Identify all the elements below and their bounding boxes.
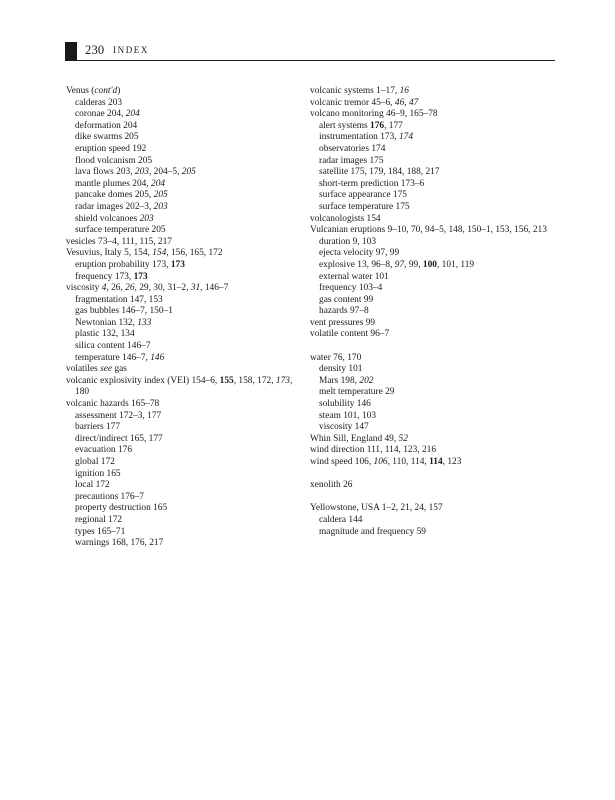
entry-text: water 76, 170	[310, 352, 362, 363]
entry-text: shield volcanoes	[75, 213, 140, 224]
entry-text: surface temperature 205	[75, 225, 166, 236]
entry-text: density 101	[319, 364, 363, 375]
entry-text: Vesuvius, Italy 5, 154,	[66, 248, 153, 259]
page-ref-italic: 46	[394, 97, 405, 108]
entry-text: global 172	[75, 457, 115, 467]
index-subentry	[310, 248, 550, 260]
page-ref-italic: 205	[153, 190, 168, 201]
index-subentry	[310, 295, 550, 307]
entry-text: Venus (	[66, 86, 95, 96]
entry-text: surface appearance 175	[319, 190, 407, 201]
index-subentry	[310, 364, 550, 376]
page-ref-italic: 202	[359, 375, 374, 386]
index-subentry	[310, 515, 550, 527]
page-ref-bold: 173	[133, 271, 148, 282]
entry-text: , 110, 114,	[387, 457, 430, 467]
page-ref-italic: 4	[101, 283, 107, 294]
entry-text: dike swarms 205	[75, 132, 139, 143]
index-subentry	[310, 190, 550, 202]
index-entry	[310, 225, 550, 237]
page-ref-bold: 176	[370, 120, 385, 131]
index-subentry	[66, 144, 306, 156]
page-ref-italic: 203	[139, 213, 154, 224]
index-entry	[66, 86, 306, 98]
entry-text: , 101, 119	[436, 259, 475, 270]
entry-text: surface temperature 175	[319, 201, 410, 212]
index-subentry	[66, 98, 306, 110]
index-subentry	[310, 399, 550, 411]
entry-text: plastic 132, 134	[75, 329, 135, 340]
index-subentry	[310, 144, 550, 156]
index-subentry	[66, 295, 306, 307]
entry-text: volcanic systems 1–17,	[310, 86, 400, 96]
entry-gap	[310, 341, 550, 353]
entry-text: wind direction 111, 114, 123, 216	[310, 445, 437, 456]
entry-text: gas content 99	[319, 294, 374, 305]
index-subentry	[66, 190, 306, 202]
entry-text: , 26,	[106, 283, 126, 294]
index-subentry	[310, 272, 550, 284]
entry-text: gas	[112, 364, 127, 375]
entry-text: , 123	[442, 457, 462, 467]
entry-text: fragmentation 147, 153	[75, 294, 163, 305]
index-entry	[310, 480, 550, 492]
index-entry	[310, 98, 550, 110]
index-subentry	[66, 132, 306, 144]
index-subentry	[66, 353, 306, 365]
entry-text: , 204–5,	[148, 167, 182, 178]
index-entry	[310, 214, 550, 226]
index-entry	[310, 109, 550, 121]
index-subentry	[66, 527, 306, 539]
entry-text: volcanic tremor 45–6,	[310, 97, 395, 108]
entry-text: , 156, 165, 172	[166, 248, 223, 259]
index-entry	[66, 364, 306, 376]
entry-text: volcanic explosivity index (VEI) 154–6,	[66, 375, 220, 386]
entry-text: caldera 144	[319, 514, 363, 525]
index-subentry	[310, 527, 550, 539]
page-ref-italic: 174	[398, 132, 414, 143]
entry-text: viscosity	[66, 283, 102, 294]
entry-text: explosive 13, 96–8,	[319, 259, 395, 270]
entry-text: property destruction 165	[75, 503, 168, 514]
entry-text: viscosity 147	[319, 422, 369, 433]
index-subentry	[66, 167, 306, 179]
index-subentry	[66, 272, 306, 284]
entry-text: xenolith 26	[310, 480, 353, 491]
page-ref-italic: 26	[125, 283, 135, 294]
index-subentry	[310, 132, 550, 144]
entry-text: types 165–71	[75, 526, 126, 537]
index-entry	[66, 283, 306, 295]
entry-text: warnings 168, 176, 217	[75, 538, 164, 549]
index-entry	[310, 86, 550, 98]
entry-text: Whin Sill, England 49,	[310, 433, 399, 444]
entry-text: eruption speed 192	[75, 143, 147, 154]
entry-text: volcanic hazards 165–78	[66, 399, 160, 410]
index-entry	[310, 318, 550, 330]
entry-text: melt temperature 29	[319, 387, 395, 398]
index-subentry	[66, 434, 306, 446]
index-entry	[310, 503, 550, 515]
index-subentry	[66, 225, 306, 237]
page-ref-italic: 133	[137, 317, 152, 328]
entry-text: , 29, 30, 31–2,	[134, 283, 191, 294]
index-subentry	[66, 341, 306, 353]
index-subentry	[310, 387, 550, 399]
page-ref-italic: 203	[134, 167, 149, 178]
entry-text: magnitude and frequency 59	[319, 526, 426, 537]
page-ref-bold: 173	[170, 259, 185, 270]
entry-text: precautions 176–7	[75, 491, 144, 502]
entry-text: volatiles	[66, 364, 101, 375]
entry-text: volatile content 96–7	[310, 329, 390, 340]
index-subentry	[310, 167, 550, 179]
page-ref-italic: 47	[408, 97, 419, 108]
entry-text: alert systems	[319, 120, 371, 131]
entry-text: , 99,	[404, 259, 423, 270]
index-subentry	[66, 422, 306, 434]
index-subentry	[66, 457, 306, 469]
entry-text: frequency 103–4	[319, 283, 383, 294]
entry-text: , 180	[75, 375, 293, 398]
index-entry	[66, 248, 306, 260]
entry-text: ,	[404, 97, 409, 108]
entry-text: direct/indirect 165, 177	[75, 433, 163, 444]
entry-text: external water 101	[319, 271, 389, 282]
entry-text: ejecta velocity 97, 99	[319, 248, 400, 259]
index-subentry	[66, 179, 306, 191]
page-ref-italic: 205	[181, 167, 196, 178]
entry-text: pancake domes 205,	[75, 190, 154, 201]
running-head-title: INDEX	[113, 45, 149, 55]
entry-text: coronae 204,	[75, 109, 126, 120]
entry-text: deformation 204	[75, 120, 138, 131]
entry-text: , 146–7	[200, 283, 229, 294]
entry-text: steam 101, 103	[319, 410, 377, 421]
entry-gap	[310, 492, 550, 504]
entry-text: radar images 202–3,	[75, 201, 154, 212]
entry-text: volcano monitoring 46–9, 165–78	[310, 109, 438, 120]
entry-text: volcanologists 154	[310, 213, 381, 224]
entry-text: ignition 165	[75, 468, 121, 479]
page-ref-italic: 203	[153, 201, 168, 212]
entry-text: instrumentation 173,	[319, 132, 399, 143]
page-number: 230	[85, 43, 105, 57]
index-subentry	[66, 445, 306, 457]
index-entry	[66, 237, 306, 249]
entry-text: radar images 175	[319, 155, 384, 166]
index-entry	[310, 353, 550, 365]
index-subentry	[310, 411, 550, 423]
entry-text: satellite 175, 179, 184, 188, 217	[319, 167, 440, 178]
entry-gap	[310, 469, 550, 481]
entry-text: )	[117, 86, 121, 96]
page-ref-italic: cont'd	[94, 86, 118, 96]
index-entry	[310, 445, 550, 457]
index-subentry	[66, 538, 306, 550]
index-subentry	[66, 469, 306, 481]
entry-text: local 172	[75, 480, 110, 491]
page-ref-italic: 52	[398, 433, 408, 444]
index-subentry	[310, 202, 550, 214]
index-subentry	[66, 214, 306, 226]
entry-text: Newtonian 132,	[75, 317, 138, 328]
index-subentry	[66, 109, 306, 121]
entry-text: barriers 177	[75, 422, 121, 433]
entry-text: vent pressures 99	[310, 317, 376, 328]
page-ref-italic: 154	[152, 248, 167, 259]
index-entry	[66, 376, 306, 399]
index-subentry	[66, 411, 306, 423]
index-entry	[66, 399, 306, 411]
page-ref-italic: 173	[275, 375, 290, 386]
entry-text: short-term prediction 173–6	[319, 178, 425, 189]
index-subentry	[66, 515, 306, 527]
index-subentry	[310, 306, 550, 318]
index-subentry	[66, 492, 306, 504]
entry-text: vesicles 73–4, 111, 115, 217	[66, 236, 172, 247]
entry-text: eruption probability 173,	[75, 259, 171, 270]
page-ref-italic: 204	[151, 178, 166, 189]
index-column-right	[310, 86, 550, 538]
entry-text: lava flows 203,	[75, 167, 135, 178]
page-ref-italic: see	[100, 364, 113, 375]
index-column-left	[66, 86, 306, 550]
page-ref-italic: 106	[373, 457, 388, 467]
page-ref-bold: 114	[429, 457, 443, 467]
index-subentry	[310, 156, 550, 168]
index-subentry	[310, 283, 550, 295]
entry-text: Mars 198,	[319, 375, 360, 386]
page-ref-italic: 16	[399, 86, 409, 96]
entry-text: mantle plumes 204,	[75, 178, 152, 189]
entry-text: gas bubbles 146–7, 150–1	[75, 306, 173, 317]
entry-text: calderas 203	[75, 97, 123, 108]
index-subentry	[310, 179, 550, 191]
entry-text: observatories 174	[319, 143, 386, 154]
index-subentry	[66, 329, 306, 341]
page-ref-bold: 100	[422, 259, 437, 270]
index-subentry	[66, 260, 306, 272]
entry-text: solubility 146	[319, 399, 371, 410]
running-header	[65, 42, 555, 61]
index-subentry	[310, 422, 550, 434]
entry-text: flood volcanism 205	[75, 155, 153, 166]
index-subentry	[66, 503, 306, 515]
entry-text: hazards 97–8	[319, 306, 369, 317]
index-entry	[310, 457, 550, 469]
entry-text: duration 9, 103	[319, 236, 377, 247]
page-ref-italic: 31	[190, 283, 201, 294]
header-tab-marker	[65, 42, 77, 61]
entry-text: wind speed 106,	[310, 457, 374, 467]
index-subentry	[310, 121, 550, 133]
index-entry	[310, 329, 550, 341]
entry-text: , 177	[384, 120, 403, 131]
index-subentry	[310, 237, 550, 249]
entry-text: silica content 146–7	[75, 341, 151, 352]
entry-text: frequency 173,	[75, 271, 134, 282]
entry-text: Yellowstone, USA 1–2, 21, 24, 157	[310, 503, 443, 514]
index-subentry	[310, 260, 550, 272]
index-subentry	[66, 202, 306, 214]
index-subentry	[66, 306, 306, 318]
index-subentry	[66, 318, 306, 330]
entry-text: assessment 172–3, 177	[75, 410, 162, 421]
index-subentry	[66, 480, 306, 492]
entry-text: Vulcanian eruptions 9–10, 70, 94–5, 148, 150–1, 153, 156, 213	[310, 225, 547, 236]
index-subentry	[66, 121, 306, 133]
page-ref-italic: 146	[150, 352, 165, 363]
entry-text: temperature 146–7,	[75, 352, 151, 363]
entry-text: regional 172	[75, 514, 123, 525]
page-ref-italic: 204	[125, 109, 140, 120]
index-entry	[310, 434, 550, 446]
page-ref-italic: 97	[394, 259, 405, 270]
entry-text: , 158, 172,	[233, 375, 276, 386]
entry-text: evacuation 176	[75, 445, 133, 456]
page-ref-bold: 155	[219, 375, 234, 386]
index-subentry	[66, 156, 306, 168]
index-subentry	[310, 376, 550, 388]
